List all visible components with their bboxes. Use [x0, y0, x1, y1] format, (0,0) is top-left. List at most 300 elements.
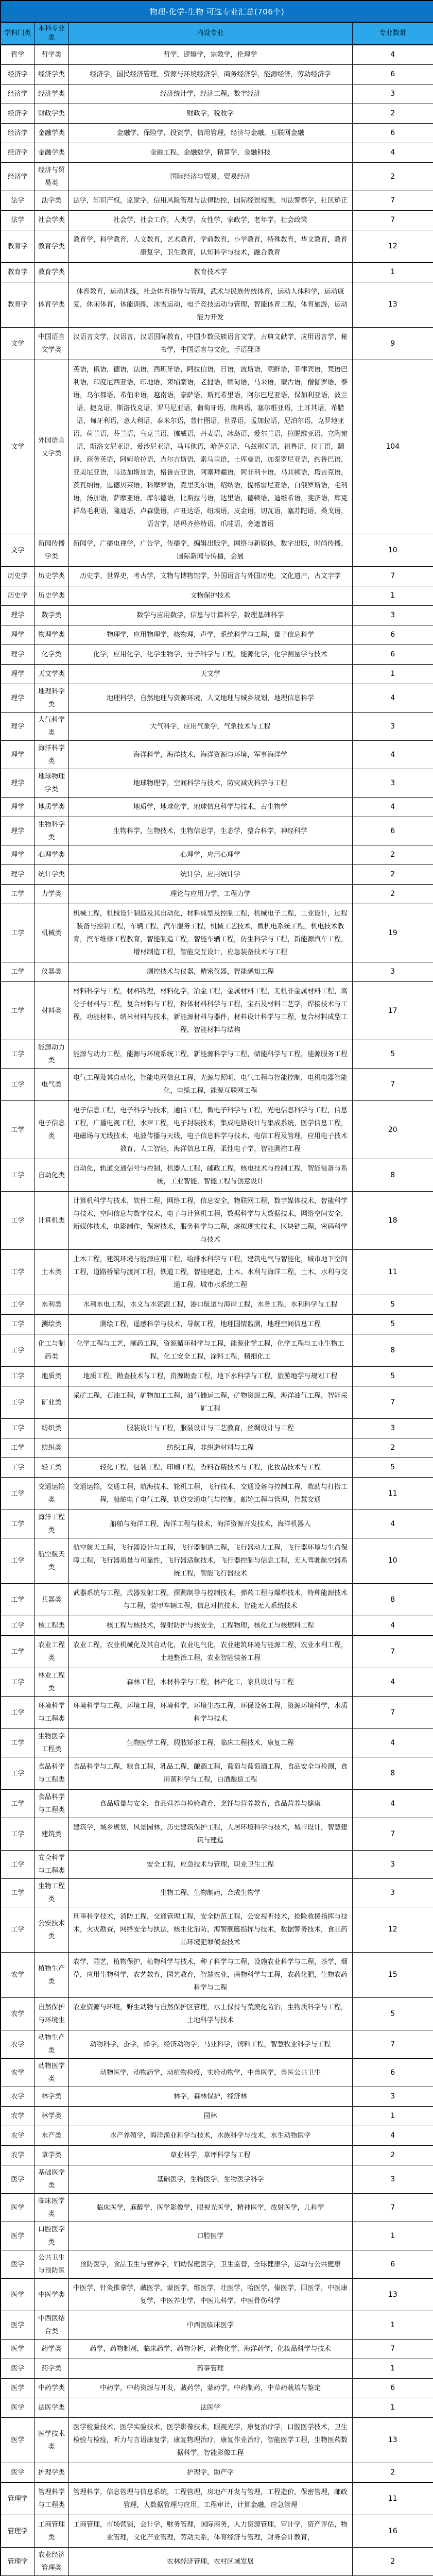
cell-category: 工学: [1, 1159, 34, 1192]
cell-count: 13: [352, 2418, 433, 2463]
cell-category: 医学: [1, 2340, 34, 2359]
table-row: [1, 2126, 433, 2146]
cell-major-class: 社会学类: [34, 211, 68, 230]
cell-count: 2: [352, 885, 433, 904]
cell-majors: 财政学，税收学: [68, 104, 352, 124]
cell-category: 经济学: [1, 84, 34, 104]
table-row: [1, 282, 433, 328]
cell-major-class: 中药学类: [34, 2379, 68, 2398]
cell-count: 6: [352, 2379, 433, 2398]
cell-majors: 社会学，社会工作，人类学，女性学，家政学，老年学，社会政策: [68, 211, 352, 230]
table-row: [1, 982, 433, 1040]
cell-count: 3: [352, 962, 433, 982]
cell-majors: 体育教育，运动训练，社会体育指导与管理，武术与民族传统体育，运动人体科学，运动康复，休闲体育，体能训练，冰雪运动，电子竞技运动与管理，智能体育工程，体育旅游，运动能力开发: [68, 282, 352, 328]
table-row: [1, 586, 433, 606]
cell-category: 工学: [1, 1510, 34, 1538]
cell-category: 农学: [1, 2107, 34, 2126]
cell-count: 104: [352, 360, 433, 534]
cell-major-class: 财政学类: [34, 104, 68, 124]
cell-major-class: 管理科学与工程类: [34, 2483, 68, 2515]
table-row: [1, 104, 433, 124]
cell-majors: 食品科学与工程，粮食工程，乳品工程，酿酒工程，葡萄与葡萄酒工程，食品安全与检测，食用菌科学与工程，白酒酿造工程: [68, 1757, 352, 1790]
cell-count: 1: [352, 2398, 433, 2418]
cell-major-class: 纺织类: [34, 1438, 68, 1458]
cell-count: 2: [352, 2548, 433, 2576]
cell-majors: 能源与动力工程，能源与环境系统工程，新能源科学与工程，储能科学与工程，能源服务工程: [68, 1040, 352, 1069]
cell-count: 3: [352, 713, 433, 741]
cell-major-class: 中西医结合类: [34, 2311, 68, 2340]
cell-count: 6: [352, 645, 433, 665]
cell-major-class: 地质学类: [34, 798, 68, 817]
cell-category: 教育学: [1, 230, 34, 263]
cell-major-class: 临床医学类: [34, 2194, 68, 2222]
cell-category: 医学: [1, 2418, 34, 2463]
cell-category: 经济学: [1, 124, 34, 143]
cell-majors: 地球物理学，空间科学与技术，防灾减灾科学与工程: [68, 769, 352, 798]
cell-category: 工学: [1, 1584, 34, 1616]
cell-major-class: 法医学类: [34, 2398, 68, 2418]
cell-count: 6: [352, 124, 433, 143]
table-row: [1, 2359, 433, 2379]
cell-majors: 食品质量与安全，食品营养与检验教育，烹饪与营养教育，食品营养与健康: [68, 1790, 352, 1818]
cell-major-class: 水产类: [34, 2126, 68, 2146]
cell-major-class: 食品科学与工程类: [34, 1757, 68, 1790]
cell-count: 1: [352, 2359, 433, 2379]
cell-major-class: 公共卫生与预防医: [34, 2250, 68, 2279]
cell-major-class: 哲学类: [34, 45, 68, 65]
cell-major-class: 环境科学与工程类: [34, 1697, 68, 1729]
table-row: [1, 2087, 433, 2107]
table-row: [1, 2107, 433, 2126]
cell-majors: 草业科学，草坪科学与工程: [68, 2146, 352, 2165]
cell-major-class: 中国语言文学类: [34, 328, 68, 360]
table-row: [1, 1192, 433, 1250]
cell-category: 工学: [1, 1636, 34, 1668]
cell-major-class: 医学技术类: [34, 2418, 68, 2463]
cell-major-class: 机械类: [34, 904, 68, 962]
cell-major-class: 工商管理类: [34, 2515, 68, 2548]
cell-count: 5: [352, 1458, 433, 1478]
table-row: [1, 769, 433, 798]
cell-count: 3: [352, 1419, 433, 1438]
cell-majors: 中医学，针灸推拿学，藏医学，蒙医学，维医学，壮医学，哈医学，傣医学，回医学，中医康复学，中医养生学，中医儿科学，中医骨伤科学: [68, 2279, 352, 2311]
cell-major-class: 法学类: [34, 191, 68, 211]
cell-category: 农学: [1, 2126, 34, 2146]
cell-category: 历史学: [1, 586, 34, 606]
cell-majors: 国际经济与贸易，贸易经济: [68, 163, 352, 191]
cell-majors: 核工程与核技术，辐射防护与核安全，工程物理，核化工与核燃料工程: [68, 1616, 352, 1636]
cell-count: 4: [352, 1668, 433, 1697]
cell-category: 工学: [1, 1478, 34, 1510]
title-row: [1, 1, 433, 22]
cell-majors: 化学工程与工艺，制药工程，资源循环科学与工程，能源化学工程，化学工程与工业生物工程，化工安全工程，涂料工程，精细化工: [68, 1334, 352, 1367]
cell-majors: 森林工程，木材科学与工程，林产化工，家具设计与工程: [68, 1668, 352, 1697]
cell-category: 工学: [1, 962, 34, 982]
cell-category: 教育学: [1, 282, 34, 328]
cell-count: 7: [352, 1069, 433, 1101]
table-row: [1, 625, 433, 645]
cell-majors: 化学，应用化学，化学生物学，分子科学与工程，能源化学，化学测量学与技术: [68, 645, 352, 665]
cell-majors: 交通运输，交通工程，航海技术，轮机工程，飞行技术，交通设备与控制工程，救助与打捞工程，船舶电子电气工程，轨道交通电气与控制，邮轮工程与管理，智慧交通: [68, 1478, 352, 1510]
cell-majors: 理论与应用力学，工程力学: [68, 885, 352, 904]
cell-majors: 船舶与海洋工程，海洋工程与技术，海洋资源开发技术，海洋机器人: [68, 1510, 352, 1538]
cell-major-class: 经济与贸易类: [34, 163, 68, 191]
cell-major-class: 建筑类: [34, 1818, 68, 1851]
cell-category: 工学: [1, 1438, 34, 1458]
cell-count: 11: [352, 1478, 433, 1510]
cell-major-class: 历史学类: [34, 586, 68, 606]
table-row: [1, 845, 433, 865]
cell-category: 理学: [1, 713, 34, 741]
cell-count: 11: [352, 1250, 433, 1295]
cell-majors: 海洋科学，海洋技术，海洋资源与环境，军事海洋学: [68, 741, 352, 769]
cell-count: 5: [352, 1315, 433, 1334]
cell-major-class: 安全科学与工程类: [34, 1851, 68, 1879]
cell-major-class: 农业经济管理类: [34, 2548, 68, 2576]
table-row: [1, 1729, 433, 1757]
cell-category: 历史学: [1, 567, 34, 586]
cell-majors: 动物科学，蚕学，蜂学，经济动物学，马业科学，饲料工程，智慧牧业科学与工程: [68, 2030, 352, 2059]
cell-majors: 农业工程，农业机械化及其自动化，农业电气化，农业建筑环境与能源工程，农业水利工程，土地整治工程，农业智能装备工程: [68, 1636, 352, 1668]
cell-count: 12: [352, 230, 433, 263]
cell-count: 4: [352, 1790, 433, 1818]
table-row: [1, 1998, 433, 2030]
cell-category: 经济学: [1, 65, 34, 84]
table-row: [1, 904, 433, 962]
cell-category: 工学: [1, 1697, 34, 1729]
cell-category: 工学: [1, 1757, 34, 1790]
cell-majors: 基础医学，生物医学，生物医学科学: [68, 2165, 352, 2194]
cell-category: 文学: [1, 534, 34, 567]
cell-category: 医学: [1, 2311, 34, 2340]
cell-majors: 英语，俄语，德语，法语，西班牙语，阿拉伯语，日语，波斯语，朝鲜语，菲律宾语，梵语巴利语，印度尼西亚语，印地语，柬埔寨语，老挝语，缅甸语，马来语，蒙古语，僧伽罗语，泰语，乌尔都语，希伯来语，越南语，豪萨语，斯瓦希里语，阿尔巴尼亚语，保加利亚语，波兰语，捷克语，斯洛伐克语，罗马尼亚语，葡萄牙语，瑞典语，塞尔维亚语，土耳其语，希腊语，匈牙利语，意大利语，泰米尔语，普什图语，世界语，孟加拉语，尼泊尔语，克罗地亚语，荷兰语，芬兰语，乌克兰语，挪威语，丹麦语，冰岛语，爱尔兰语，拉脱维亚语，立陶宛语，斯洛文尼亚语，爱沙尼亚语，马耳他语，哈萨克语，乌兹别克语，祖鲁语，拉丁语，翻译，商务英语，阿姆哈拉语，吉尔吉斯语，索马里语，土库曼语，加泰罗尼亚语，约鲁巴语，亚美尼亚语，马达加斯加语，格鲁吉亚语，阿塞拜疆语，阿非利卡语，马其顿语，塔吉克语，茨瓦纳语，恩德贝莱语，科摩罗语，克里奥尔语，绍纳语，提格雷尼亚语，白俄罗斯语，毛利语，汤加语，萨摩亚语，库尔德语，比斯拉马语，达里语，德顿语，迪维希语，斐济语，库克群岛毛利语，隆迪语，卢森堡语，卢旺达语，纽埃语，皮金语，切瓦语，塞苏陀语，桑戈语，语言学，塔玛齐格特语，爪哇语，旁遮普语: [68, 360, 352, 534]
cell-major-class: 外国语言文学类: [34, 360, 68, 534]
cell-category: 工学: [1, 885, 34, 904]
table-row: [1, 263, 433, 282]
cell-major-class: 地球物理学类: [34, 769, 68, 798]
table-row: [1, 2030, 433, 2059]
col-header-major-class: 本科专业类: [34, 22, 68, 45]
table-row: [1, 1907, 433, 1953]
cell-category: 理学: [1, 741, 34, 769]
table-row: [1, 1584, 433, 1616]
cell-category: 工学: [1, 982, 34, 1040]
table-row: [1, 191, 433, 211]
cell-majors: 统计学，应用统计学: [68, 865, 352, 885]
table-row: [1, 2311, 433, 2340]
cell-majors: 服装设计与工程，服装设计与工艺教育，丝绸设计与工程: [68, 1419, 352, 1438]
cell-count: 4: [352, 1616, 433, 1636]
cell-count: 4: [352, 45, 433, 65]
cell-majors: 建筑学，城乡规划，风景园林，历史建筑保护工程，人居环境科学与技术，城市设计，智慧建筑与建造: [68, 1818, 352, 1851]
cell-category: 理学: [1, 606, 34, 625]
cell-majors: 经济学，国民经济管理，资源与环境经济学，商务经济学，能源经济，劳动经济学: [68, 65, 352, 84]
cell-major-class: 动物医学类: [34, 2059, 68, 2087]
cell-count: 20: [352, 1101, 433, 1159]
cell-majors: 纺织工程，非织造材料与工程: [68, 1438, 352, 1458]
cell-category: 管理学: [1, 2515, 34, 2548]
cell-category: 医学: [1, 2463, 34, 2483]
table-row: [1, 2340, 433, 2359]
cell-majors: 数学与应用数学，信息与计算科学，数理基础科学: [68, 606, 352, 625]
cell-major-class: 生物医学工程类: [34, 1729, 68, 1757]
cell-major-class: 地质类: [34, 1367, 68, 1386]
cell-major-class: 教育学类: [34, 230, 68, 263]
cell-category: 理学: [1, 645, 34, 665]
cell-count: 17: [352, 982, 433, 1040]
cell-major-class: 林学类: [34, 2087, 68, 2107]
table-row: [1, 962, 433, 982]
cell-majors: 测控技术与仪器，精密仪器，智能感知工程: [68, 962, 352, 982]
cell-major-class: 数学类: [34, 606, 68, 625]
cell-major-class: 植物生产类: [34, 1953, 68, 1998]
cell-count: 13: [352, 282, 433, 328]
cell-category: 理学: [1, 845, 34, 865]
table-row: [1, 1367, 433, 1386]
cell-count: 3: [352, 606, 433, 625]
cell-majors: 林学，森林保护，经济林: [68, 2087, 352, 2107]
table-row: [1, 65, 433, 84]
cell-count: 6: [352, 2059, 433, 2087]
cell-major-class: 测绘类: [34, 1315, 68, 1334]
cell-category: 工学: [1, 1367, 34, 1386]
cell-count: 18: [352, 1192, 433, 1250]
cell-majors: 电气工程及其自动化，智能电网信息工程，光源与照明，电气工程与智能控制，电机电器智能化，电缆工程，能源互联网工程: [68, 1069, 352, 1101]
table-row: [1, 1069, 433, 1101]
cell-majors: 法学，知识产权，监狱学，信用风险管理与法律防控，国际经贸规则，司法警察学，社区矫正: [68, 191, 352, 211]
cell-count: 7: [352, 1386, 433, 1419]
cell-count: 6: [352, 817, 433, 845]
table-row: [1, 2194, 433, 2222]
table-row: [1, 741, 433, 769]
table-row: [1, 1478, 433, 1510]
cell-count: 4: [352, 143, 433, 163]
cell-count: 7: [352, 211, 433, 230]
cell-category: 理学: [1, 865, 34, 885]
cell-majors: 临床医学，麻醉学，医学影像学，眼视光医学，精神医学，放射医学，儿科学: [68, 2194, 352, 2222]
table-row: [1, 1697, 433, 1729]
cell-majors: 地理科学，自然地理与资源环境，人文地理与城乡规划，地理信息科学: [68, 684, 352, 713]
cell-category: 医学: [1, 2250, 34, 2279]
table-row: [1, 2398, 433, 2418]
cell-majors: 地质学，地球化学，地球信息科学与技术，古生物学: [68, 798, 352, 817]
cell-category: 农学: [1, 2030, 34, 2059]
cell-category: 工学: [1, 1315, 34, 1334]
cell-category: 医学: [1, 2194, 34, 2222]
table-row: [1, 2515, 433, 2548]
table-row: [1, 1851, 433, 1879]
cell-count: 6: [352, 625, 433, 645]
table-row: [1, 645, 433, 665]
cell-major-class: 化工与制药类: [34, 1334, 68, 1367]
cell-count: 6: [352, 2250, 433, 2279]
table-row: [1, 713, 433, 741]
cell-category: 管理学: [1, 2548, 34, 2576]
cell-major-class: 护理学类: [34, 2463, 68, 2483]
cell-category: 工学: [1, 1419, 34, 1438]
cell-majors: 天文学: [68, 665, 352, 684]
table-row: [1, 124, 433, 143]
cell-majors: 法医学: [68, 2398, 352, 2418]
table-row: [1, 1510, 433, 1538]
cell-major-class: 轻工类: [34, 1458, 68, 1478]
table-row: [1, 1668, 433, 1697]
cell-category: 医学: [1, 2379, 34, 2398]
cell-category: 农学: [1, 2087, 34, 2107]
cell-major-class: 材料类: [34, 982, 68, 1040]
cell-majors: 心理学，应用心理学: [68, 845, 352, 865]
cell-major-class: 地理科学类: [34, 684, 68, 713]
cell-majors: 计算机科学与技术，软件工程，网络工程，信息安全，物联网工程，数字媒体技术，智能科学与技术，空间信息与数字技术，电子与计算机工程，数据科学与大数据技术，网络空间安全，新媒体技术，电影制作，保密技术，服务科学与工程，虚拟现实技术，区块链工程，密码科学与技术: [68, 1192, 352, 1250]
cell-majors: 教育学，科学教育，人文教育，艺术教育，学前教育，小学教育，特殊教育，华文教育，教育康复学，卫生教育，认知科学与技术，融合教育: [68, 230, 352, 263]
cell-count: 7: [352, 2030, 433, 2059]
cell-majors: 物理学，应用物理学，核物理，声学，系统科学与工程，量子信息科学: [68, 625, 352, 645]
cell-major-class: 能源动力类: [34, 1040, 68, 1069]
cell-count: 2: [352, 845, 433, 865]
cell-category: 农学: [1, 2146, 34, 2165]
table-row: [1, 798, 433, 817]
cell-majors: 生物医学工程，假肢矫形工程，临床工程技术，康复工程: [68, 1729, 352, 1757]
cell-major-class: 药学类: [34, 2359, 68, 2379]
cell-majors: 武器系统与工程，武器发射工程，探测制导与控制技术，弹药工程与爆炸技术，特种能源技术与工程，装甲车辆工程，信息对抗技术，智能无人系统技术: [68, 1584, 352, 1616]
cell-majors: 航空航天工程，飞行器设计与工程，飞行器制造工程，飞行器动力工程，飞行器环境与生命保障工程，飞行器质量与可靠性，飞行器适航技术，飞行器控制与信息工程，无人驾驶航空器系统工程，智能飞行器技术: [68, 1538, 352, 1584]
cell-count: 15: [352, 1953, 433, 1998]
cell-count: 2: [352, 104, 433, 124]
table-row: [1, 817, 433, 845]
cell-category: 文学: [1, 360, 34, 534]
cell-category: 工学: [1, 1458, 34, 1478]
cell-majors: 医学检验技术，医学实验技术，医学影像技术，眼视光学，康复治疗学，口腔医学技术，卫生检验与检疫，听力与言语康复学，康复物理治疗，康复作业治疗，智能医学工程，生物医药数据科学，智能影像工程: [68, 2418, 352, 2463]
table-row: [1, 2379, 433, 2398]
cell-majors: 中西医临床医学: [68, 2311, 352, 2340]
table-row: [1, 1334, 433, 1367]
cell-count: 1: [352, 2311, 433, 2340]
table-row: [1, 45, 433, 65]
table-row: [1, 2483, 433, 2515]
column-header-row: [1, 22, 433, 45]
cell-category: 医学: [1, 2279, 34, 2311]
table-row: [1, 1438, 433, 1458]
cell-category: 哲学: [1, 45, 34, 65]
cell-major-class: 草学类: [34, 2146, 68, 2165]
cell-category: 教育学: [1, 263, 34, 282]
cell-category: 法学: [1, 211, 34, 230]
cell-category: 经济学: [1, 104, 34, 124]
cell-count: 10: [352, 1538, 433, 1584]
table-title: 物理-化学-生物 可选专业汇总(706个): [1, 1, 433, 22]
cell-majors: 测绘工程，遥感科学与技术，导航工程，地理国情监测，地理空间信息工程: [68, 1315, 352, 1334]
cell-count: 12: [352, 1907, 433, 1953]
cell-majors: 农业资源与环境，野生动物与自然保护区管理，水土保持与荒漠化防治，生物质科学与工程，土地科学与技术: [68, 1998, 352, 2030]
cell-count: 3: [352, 1879, 433, 1907]
table-row: [1, 1159, 433, 1192]
cell-major-class: 航空航天类: [34, 1538, 68, 1584]
cell-majors: 工商管理，市场营销，会计学，财务管理，国际商务，人力资源管理，审计学，资产评估，物业管理，文化产业管理，劳动关系，体育经济与管理，财务会计教育，: [68, 2515, 352, 2548]
cell-majors: 土木工程，建筑环境与能源应用工程，给排水科学与工程，建筑电气与智能化，城市地下空间工程，道路桥梁与渡河工程，铁道工程，智能建造，土木、水利与海洋工程，土木、水利与交通工程，城市水系统工程: [68, 1250, 352, 1295]
cell-major-class: 林业工程类: [34, 1668, 68, 1697]
cell-count: 3: [352, 769, 433, 798]
cell-category: 工学: [1, 1250, 34, 1295]
cell-count: 4: [352, 1510, 433, 1538]
cell-category: 经济学: [1, 143, 34, 163]
cell-count: 1: [352, 2107, 433, 2126]
table-row: [1, 2059, 433, 2087]
cell-category: 工学: [1, 1334, 34, 1367]
cell-major-class: 海洋科学类: [34, 741, 68, 769]
table-row: [1, 885, 433, 904]
cell-majors: 机械工程，机械设计制造及其自动化，材料成型及控制工程，机械电子工程，工业设计，过程装备与控制工程，车辆工程，汽车服务工程，机械工艺技术，微机电系统工程，机电技术教育，汽车维修工程教育，智能制造工程，智能车辆工程，仿生科学与工程，新能源汽车工程，增材制造工程，智能交互设计，应急装备技术与工程: [68, 904, 352, 962]
table-row: [1, 1616, 433, 1636]
cell-major-class: 核工程类: [34, 1616, 68, 1636]
table-row: [1, 84, 433, 104]
table-row: [1, 1790, 433, 1818]
cell-majors: 安全工程，应急技术与管理，职业卫生工程: [68, 1851, 352, 1879]
cell-category: 经济学: [1, 163, 34, 191]
cell-category: 工学: [1, 1069, 34, 1101]
cell-major-class: 土木类: [34, 1250, 68, 1295]
cell-majors: 护理学，助产学: [68, 2463, 352, 2483]
cell-major-class: 金融学类: [34, 124, 68, 143]
cell-category: 工学: [1, 1818, 34, 1851]
cell-majors: 采矿工程，石油工程，矿物加工工程，油气储运工程，矿物资源工程，海洋油气工程，智能采矿工程: [68, 1386, 352, 1419]
cell-category: 农学: [1, 1953, 34, 1998]
cell-category: 工学: [1, 1907, 34, 1953]
cell-category: 工学: [1, 1101, 34, 1159]
cell-count: 7: [352, 2194, 433, 2222]
cell-category: 理学: [1, 817, 34, 845]
table-row: [1, 1315, 433, 1334]
col-header-majors: 内设专业: [68, 22, 352, 45]
cell-category: 工学: [1, 1040, 34, 1069]
cell-major-class: 体育学类: [34, 282, 68, 328]
cell-category: 医学: [1, 2165, 34, 2194]
cell-major-class: 生物工程类: [34, 1879, 68, 1907]
cell-major-class: 水利类: [34, 1295, 68, 1315]
cell-major-class: 食品科学与工程类: [34, 1790, 68, 1818]
cell-majors: 农学，园艺，植物保护，植物科学与技术，种子科学与工程，设施农业科学与工程，茶学，烟草，应用生物科学，农艺教育，园艺教育，智慧农业，菌物科学与工程，农药化肥，生物农药科学与工程: [68, 1953, 352, 1998]
cell-majors: 新闻学，广播电视学，广告学，传播学，编辑出版学，网络与新媒体，数字出版，时尚传播，国际新闻与传播，会展: [68, 534, 352, 567]
cell-majors: 口腔医学: [68, 2222, 352, 2250]
cell-category: 理学: [1, 798, 34, 817]
table-row: [1, 1419, 433, 1438]
cell-major-class: 矿业类: [34, 1386, 68, 1419]
cell-category: 工学: [1, 1668, 34, 1697]
cell-major-class: 天文学类: [34, 665, 68, 684]
cell-count: 1: [352, 263, 433, 282]
cell-category: 理学: [1, 625, 34, 645]
cell-major-class: 经济学类: [34, 84, 68, 104]
table-row: [1, 230, 433, 263]
table-row: [1, 1101, 433, 1159]
table-row: [1, 1250, 433, 1295]
table-row: [1, 1386, 433, 1419]
cell-count: 4: [352, 741, 433, 769]
cell-major-class: 生物科学类: [34, 817, 68, 845]
cell-category: 工学: [1, 1616, 34, 1636]
cell-count: 8: [352, 1584, 433, 1616]
cell-major-class: 统计学类: [34, 865, 68, 885]
cell-majors: 电子信息工程，电子科学与技术，通信工程，微电子科学与工程，光电信息科学与工程，信息工程，广播电视工程，水声工程，电子封装技术，集成电路设计与集成系统，医学信息工程，电磁场与无线技术，电波传播与天线，电子信息科学与技术，电信工程及管理，应用电子技术教育，人工智能，海洋信息工程，柔性电子学，智能测控工程: [68, 1101, 352, 1159]
col-header-count: 专业数量: [352, 22, 433, 45]
cell-count: 8: [352, 1159, 433, 1192]
table-row: [1, 1538, 433, 1584]
cell-major-class: 海洋工程类: [34, 1510, 68, 1538]
cell-majors: 园林: [68, 2107, 352, 2126]
cell-category: 工学: [1, 1295, 34, 1315]
cell-count: 16: [352, 2515, 433, 2548]
cell-category: 农学: [1, 1998, 34, 2030]
cell-major-class: 自动化类: [34, 1159, 68, 1192]
